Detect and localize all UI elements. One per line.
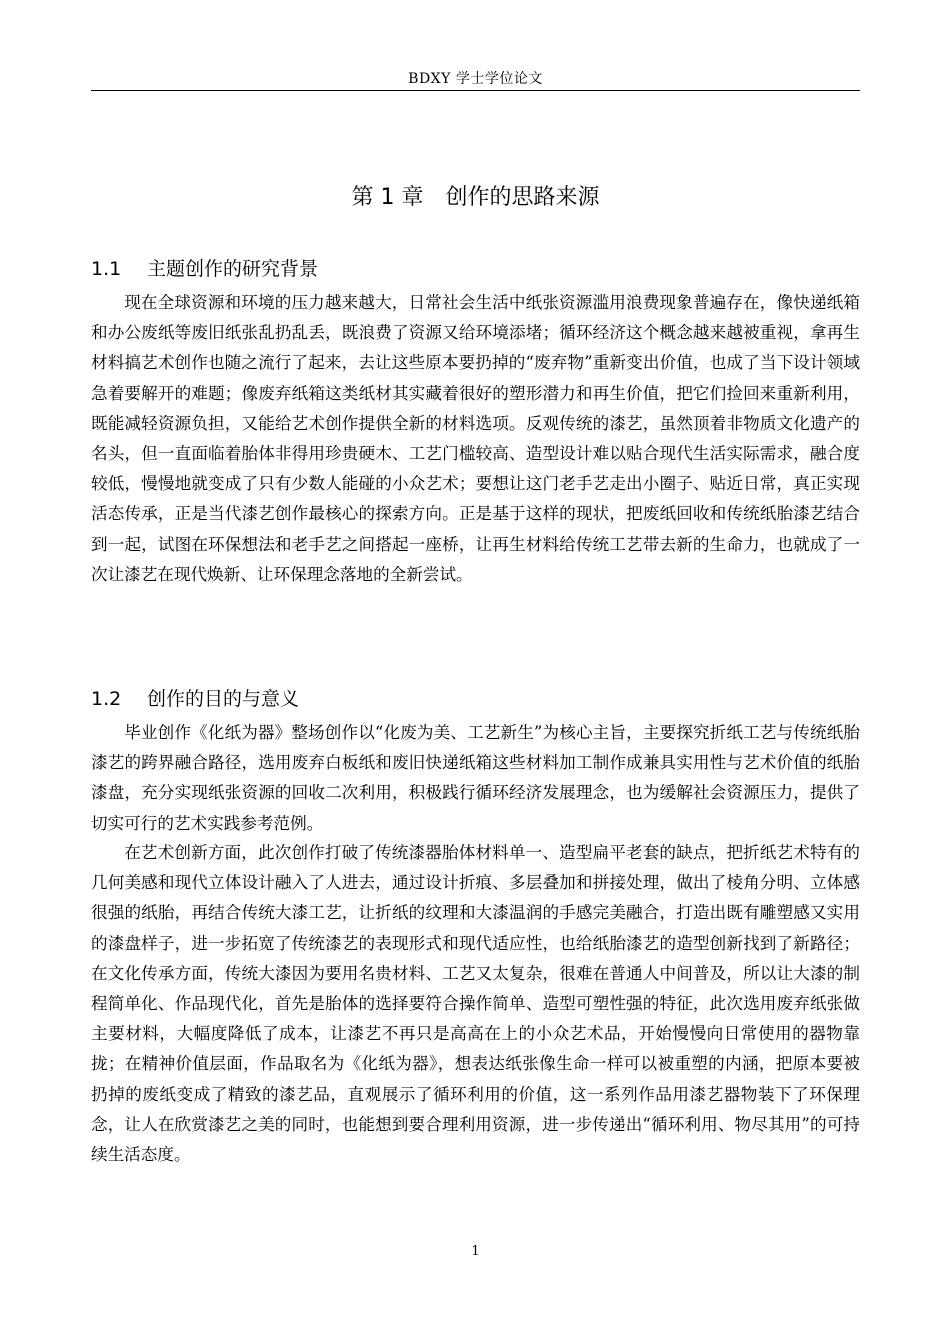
section-heading [91,254,318,281]
section-title-text: 主题创作的研究背景 [147,258,319,280]
section-title-text: 创作的目的与意义 [147,688,300,710]
chapter-number: 第 1 章 [351,185,424,210]
chapter-title-text: 创作的思路来源 [445,185,600,210]
section-heading [91,684,299,711]
body-paragraph: 毕业创作《化纸为器》整场创作以“化废为美、工艺新生”为核心主旨，主要探究折纸工艺与传统纸胎漆艺的跨界融合路径，选用废弃白板纸和废旧快递纸箱这些材料加工制作成兼具实用性与艺术价值的纸胎漆盘，充分实现纸张资源的回收二次利用，积极践行循环经济发展理念，也为缓解社会资源压力，提供了切实可行的艺术实践参考范例。 [91,723,860,833]
body-paragraph: 在艺术创新方面，此次创作打破了传统漆器胎体材料单一、造型扁平老套的缺点，把折纸艺术特有的几何美感和现代立体设计融入了人进去，通过设计折痕、多层叠加和拼接处理，做出了棱角分明、立体感很强的纸胎，再结合传统大漆工艺，让折纸的纹理和大漆温润的手感完美融合，打造出既有雕塑感又实用的漆盘样子，进一步拓宽了传统漆艺的表现形式和现代适应性，也给纸胎漆艺的造型创新找到了新路径；在文化传承方面，传统大漆因为要用名贵材料、工艺又太复杂，很难在普通人中间普及，所以让大漆的制程简单化、作品现代化，首先是胎体的选择要符合操作简单、造型可塑性强的特征，此次选用废弃纸张做主要材料，大幅度降低了成本，让漆艺不再只是高高在上的小众艺术品，开始慢慢向日常使用的器物靠拢；在精神价值层面，作品取名为《化纸为器》，想表达纸张像生命一样可以被重塑的内涵，把原本要被扔掉的废纸变成了精致的漆艺品，直观展示了循环利用的价值，这一系列作品用漆艺器物装下了环保理念，让人在欣赏漆艺之美的同时，也能想到要合理利用资源，进一步传递出“循环利用、物尽其用”的可持续生活态度。 [91,843,860,1165]
section-number: 1.2 [91,688,122,710]
chapter-title [91,180,860,211]
page-number: 1 [471,1244,480,1259]
body-paragraph: 现在全球资源和环境的压力越来越大，日常社会生活中纸张资源滥用浪费现象普遍存在，像快递纸箱和办公废纸等废旧纸张乱扔乱丢，既浪费了资源又给环境添堵；循环经济这个概念越来越被重视，拿再生材料搞艺术创作也随之流行了起来，去让这些原本要扔掉的“废弃物”重新变出价值，也成了当下设计领域急着要解开的难题；像废弃纸箱这类纸材其实藏着很好的塑形潜力和再生价值，把它们捡回来重新利用，既能减轻资源负担，又能给艺术创作提供全新的材料选项。反观传统的漆艺，虽然顶着非物质文化遗产的名头，但一直面临着胎体非得用珍贵硬木、工艺门槛较高、造型设计难以贴合现代生活实际需求，融合度较低，慢慢地就变成了只有少数人能碰的小众艺术；要想让这门老手艺走出小圈子、贴近日常，真正实现活态传承，正是当代漆艺创作最核心的探索方向。正是基于这样的现状，把废纸回收和传统纸胎漆艺结合到一起，试图在环保想法和老手艺之间搭起一座桥，让再生材料给传统工艺带去新的生命力，也就成了一次让漆艺在现代焕新、让环保理念落地的全新尝试。 [91,293,860,584]
header-rule [91,90,860,91]
running-header: BDXY 学士学位论文 [408,71,543,87]
section-number: 1.1 [91,258,122,280]
